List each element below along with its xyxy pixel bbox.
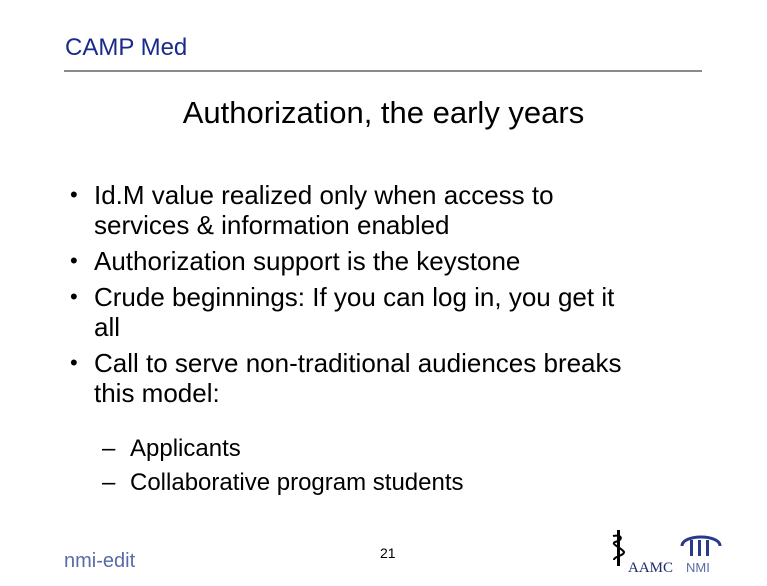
nmi-logo-text: NMI <box>686 560 710 575</box>
nmi-logo <box>676 528 732 578</box>
sub-bullet-list <box>102 432 702 500</box>
header-divider <box>64 70 702 72</box>
bullet-glyph: • <box>70 350 78 375</box>
bullet-list <box>70 180 720 414</box>
bullet-glyph: • <box>70 284 78 309</box>
aamc-logo-text: AAMC <box>628 560 674 576</box>
bullet-item <box>70 348 720 408</box>
bullet-text-line2: services & information enabled <box>94 210 450 240</box>
bullet-text-line1: Crude beginnings: If you can log in, you get it <box>94 282 615 312</box>
bullet-text-line1: Authorization support is the keystone <box>94 246 521 276</box>
sub-bullet-item <box>102 466 702 500</box>
bullet-glyph: • <box>70 248 78 273</box>
slide-title: Authorization, the early years <box>182 95 585 130</box>
page-number: 21 <box>380 545 396 561</box>
sub-bullet-text: Collaborative program students <box>130 469 464 496</box>
bullet-item <box>70 246 720 276</box>
nmi-edit-logo: nmi-edit <box>64 550 136 572</box>
bullet-text-line2: this model: <box>94 378 220 408</box>
bullet-glyph: • <box>70 182 78 207</box>
sub-bullet-item <box>102 432 702 466</box>
header-title: CAMP Med <box>65 34 188 61</box>
bullet-item <box>70 180 720 240</box>
sub-bullet-glyph: – <box>102 435 116 462</box>
bullet-item <box>70 282 720 342</box>
bullet-text-line1: Id.M value realized only when access to <box>94 180 554 210</box>
aamc-logo <box>612 526 676 578</box>
bullet-text-line2: all <box>94 312 121 342</box>
sub-bullet-text: Applicants <box>130 435 241 462</box>
bullet-text-line1: Call to serve non-traditional audiences breaks <box>94 348 622 378</box>
sub-bullet-glyph: – <box>102 469 116 496</box>
